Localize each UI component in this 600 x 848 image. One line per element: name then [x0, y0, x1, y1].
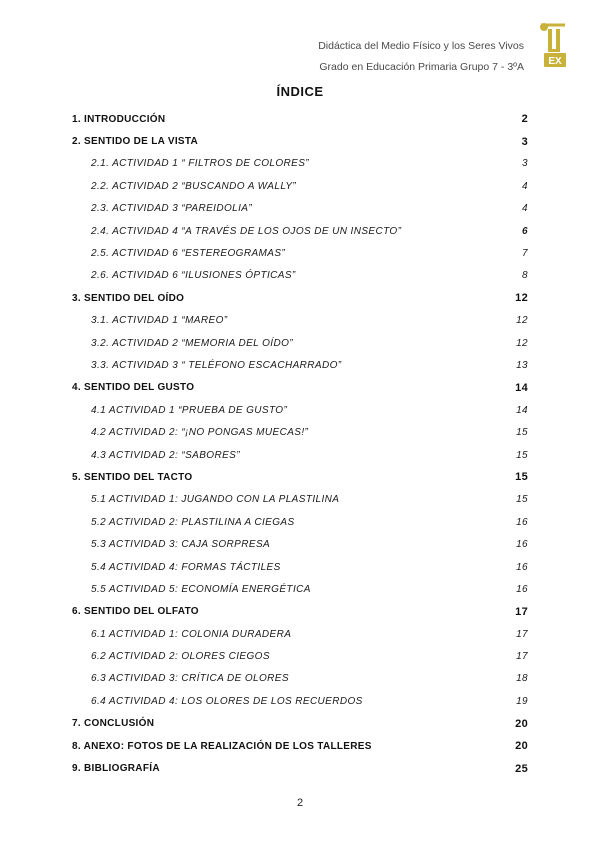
toc-subsection-entry[interactable]: [72, 444, 528, 466]
toc-entry-label: 2.1. ACTIVIDAD 1 “ FILTROS DE COLORES”: [91, 158, 310, 170]
toc-entry-label: 6. SENTIDO DEL OLFATO: [72, 606, 199, 618]
toc-entry-label: 5.3 ACTIVIDAD 3: CAJA SORPRESA: [91, 539, 271, 551]
toc-entry-label: 4. SENTIDO DEL GUSTO: [72, 382, 195, 394]
toc-section-entry[interactable]: [72, 466, 528, 488]
toc-subsection-entry[interactable]: [72, 175, 528, 197]
toc-entry-label: 2. SENTIDO DE LA VISTA: [72, 136, 199, 148]
toc-section-entry[interactable]: [72, 713, 528, 735]
toc-entry-page: 19: [516, 695, 528, 707]
toc-subsection-entry[interactable]: [72, 421, 528, 443]
toc-entry-page: 7: [522, 248, 528, 260]
toc-entry-label: 2.2. ACTIVIDAD 2 “BUSCANDO A WALLY”: [91, 180, 297, 192]
header-course: Didáctica del Medio Físico y los Seres Vivos: [318, 40, 524, 52]
toc-entry-label: 3.1. ACTIVIDAD 1 “MAREO”: [91, 315, 228, 327]
toc-entry-page: 3: [522, 158, 528, 170]
toc-entry-page: 16: [516, 516, 528, 528]
toc-entry-label: 3.3. ACTIVIDAD 3 “ TELÉFONO ESCACHARRADO”: [91, 359, 342, 371]
table-of-contents: [72, 108, 528, 780]
toc-entry-page: 12: [516, 337, 528, 349]
toc-entry-page: 6: [522, 225, 528, 237]
toc-entry-page: 3: [521, 135, 528, 148]
uex-logo-icon: [538, 22, 568, 68]
toc-subsection-entry[interactable]: [72, 399, 528, 421]
toc-entry-page: 12: [515, 292, 528, 305]
toc-subsection-entry[interactable]: [72, 354, 528, 376]
toc-section-entry[interactable]: [72, 377, 528, 399]
logo-lettering: EX: [548, 56, 562, 67]
toc-subsection-entry[interactable]: [72, 265, 528, 287]
toc-entry-label: 6.2 ACTIVIDAD 2: OLORES CIEGOS: [91, 651, 270, 663]
toc-entry-label: 9. BIBLIOGRAFÍA: [72, 763, 160, 775]
toc-entry-page: 15: [515, 471, 528, 484]
toc-entry-page: 16: [516, 561, 528, 573]
toc-entry-page: 8: [522, 270, 528, 282]
toc-entry-page: 14: [516, 404, 528, 416]
toc-entry-page: 4: [522, 180, 528, 192]
toc-section-entry[interactable]: [72, 287, 528, 309]
toc-subsection-entry[interactable]: [72, 668, 528, 690]
header-degree: Grado en Educación Primaria Grupo 7 - 3ºA: [319, 61, 524, 73]
toc-section-entry[interactable]: [72, 130, 528, 152]
toc-entry-page: 16: [516, 539, 528, 551]
toc-entry-page: 13: [516, 359, 528, 371]
toc-subsection-entry[interactable]: [72, 153, 528, 175]
toc-entry-page: 18: [516, 673, 528, 685]
toc-entry-page: 15: [516, 427, 528, 439]
toc-entry-page: 17: [516, 651, 528, 663]
toc-entry-label: 5. SENTIDO DEL TACTO: [72, 471, 193, 483]
toc-entry-page: 15: [516, 494, 528, 506]
toc-entry-page: 17: [515, 605, 528, 618]
toc-entry-label: 5.4 ACTIVIDAD 4: FORMAS TÁCTILES: [91, 561, 281, 573]
toc-subsection-entry[interactable]: [72, 623, 528, 645]
toc-entry-label: 1. INTRODUCCIÓN: [72, 113, 166, 125]
toc-entry-label: 8. ANEXO: FOTOS DE LA REALIZACIÓN DE LOS TALLERES: [72, 740, 372, 752]
toc-entry-label: 5.2 ACTIVIDAD 2: PLASTILINA A CIEGAS: [91, 516, 295, 528]
toc-entry-label: 7. CONCLUSIÓN: [72, 718, 155, 730]
toc-subsection-entry[interactable]: [72, 489, 528, 511]
page-title: ÍNDICE: [276, 84, 324, 99]
toc-entry-label: 2.5. ACTIVIDAD 6 “ESTEREOGRAMAS”: [91, 248, 286, 260]
toc-section-entry[interactable]: [72, 108, 528, 130]
toc-entry-page: 25: [515, 762, 528, 775]
toc-subsection-entry[interactable]: [72, 511, 528, 533]
toc-entry-page: 4: [522, 203, 528, 215]
toc-entry-label: 4.2 ACTIVIDAD 2: “¡NO PONGAS MUECAS!”: [91, 427, 309, 439]
toc-entry-label: 4.3 ACTIVIDAD 2: “SABORES”: [91, 449, 240, 461]
toc-entry-page: 2: [521, 113, 528, 126]
toc-subsection-entry[interactable]: [72, 332, 528, 354]
toc-section-entry[interactable]: [72, 601, 528, 623]
toc-section-entry[interactable]: [72, 735, 528, 757]
toc-section-entry[interactable]: [72, 757, 528, 779]
toc-entry-page: 15: [516, 449, 528, 461]
toc-entry-page: 12: [516, 315, 528, 327]
toc-entry-page: 16: [516, 583, 528, 595]
toc-entry-label: 4.1 ACTIVIDAD 1 “PRUEBA DE GUSTO”: [91, 404, 288, 416]
toc-entry-label: 3. SENTIDO DEL OÍDO: [72, 292, 185, 304]
toc-subsection-entry[interactable]: [72, 220, 528, 242]
toc-subsection-entry[interactable]: [72, 690, 528, 712]
toc-entry-page: 14: [515, 381, 528, 394]
toc-entry-page: 20: [515, 717, 528, 730]
toc-subsection-entry[interactable]: [72, 198, 528, 220]
toc-subsection-entry[interactable]: [72, 645, 528, 667]
toc-subsection-entry[interactable]: [72, 310, 528, 332]
toc-subsection-entry[interactable]: [72, 556, 528, 578]
toc-entry-page: 17: [516, 628, 528, 640]
toc-entry-label: 6.1 ACTIVIDAD 1: COLONIA DURADERA: [91, 628, 292, 640]
toc-entry-page: 20: [515, 740, 528, 753]
toc-entry-label: 5.1 ACTIVIDAD 1: JUGANDO CON LA PLASTILINA: [91, 494, 340, 506]
toc-entry-label: 5.5 ACTIVIDAD 5: ECONOMÍA ENERGÉTICA: [91, 583, 311, 595]
toc-subsection-entry[interactable]: [72, 533, 528, 555]
toc-entry-label: 6.3 ACTIVIDAD 3: CRÍTICA DE OLORES: [91, 673, 289, 685]
toc-entry-label: 2.4. ACTIVIDAD 4 “A TRAVÉS DE LOS OJOS DE UN INSECTO”: [91, 225, 402, 237]
document-header: [318, 36, 524, 78]
page-number: 2: [296, 797, 304, 809]
toc-entry-label: 3.2. ACTIVIDAD 2 “MEMORIA DEL OÍDO”: [91, 337, 293, 349]
toc-entry-label: 6.4 ACTIVIDAD 4: LOS OLORES DE LOS RECUERDOS: [91, 695, 363, 707]
toc-entry-label: 2.3. ACTIVIDAD 3 “PAREIDOLIA”: [91, 203, 253, 215]
toc-subsection-entry[interactable]: [72, 242, 528, 264]
toc-subsection-entry[interactable]: [72, 578, 528, 600]
toc-entry-label: 2.6. ACTIVIDAD 6 “ILUSIONES ÓPTICAS”: [91, 270, 296, 282]
